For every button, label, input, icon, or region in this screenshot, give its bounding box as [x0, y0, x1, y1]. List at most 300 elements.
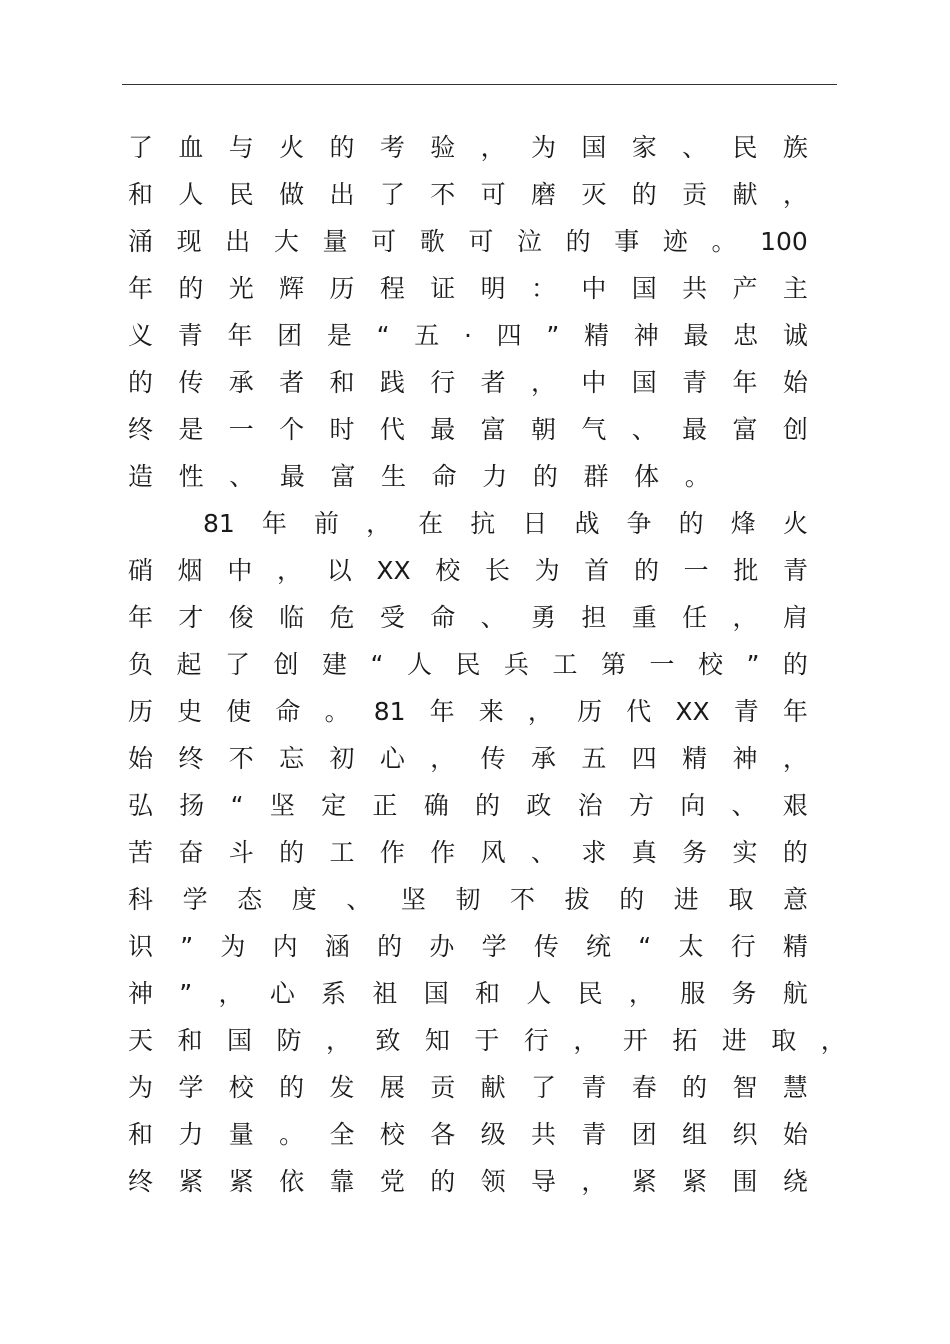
text-token: 献 [732, 180, 758, 209]
text-token: 韧 [455, 885, 481, 914]
text-token: 苦 [128, 838, 154, 867]
text-token: 辉 [279, 274, 305, 303]
text-token: 和 [128, 180, 154, 209]
text-token: 行 [430, 368, 456, 397]
text-token: 知 [424, 1026, 450, 1055]
text-token: 可 [480, 180, 506, 209]
text-token: 血 [178, 133, 204, 162]
text-token: 火 [782, 509, 808, 538]
text-token: 的 [329, 133, 355, 162]
text-token: 校 [435, 556, 461, 585]
text-token: 体 [634, 462, 660, 491]
text-token: 政 [526, 791, 552, 820]
text-token: 承 [228, 368, 254, 397]
text-token: 国 [423, 979, 449, 1008]
text-token: 性 [178, 462, 204, 491]
text-token: 肩 [782, 603, 808, 632]
text-token: 国 [226, 1026, 252, 1055]
text-token: 勇 [531, 603, 557, 632]
text-token: 的 [178, 274, 204, 303]
text-token: 四 [631, 744, 657, 773]
text-token: 起 [176, 650, 202, 679]
text-token: “ [376, 321, 390, 350]
text-token: 的 [631, 180, 657, 209]
text-token: 传 [178, 368, 204, 397]
text-token: 前 [313, 509, 339, 538]
text-token: 治 [577, 791, 603, 820]
text-token: 人 [526, 979, 552, 1008]
text-token: 族 [782, 133, 808, 162]
text-token: 力 [178, 1120, 204, 1149]
text-token: 。 [684, 462, 710, 491]
text-token: ， [820, 1026, 846, 1055]
text-token: 了 [379, 180, 405, 209]
text-token: 忘 [279, 744, 305, 773]
text-token: 出 [225, 227, 251, 256]
text-token: 青 [733, 697, 759, 726]
text-token: 建 [322, 650, 348, 679]
text-token: 中 [581, 274, 607, 303]
text-token: 和 [329, 368, 355, 397]
text-token: 使 [226, 697, 252, 726]
text-token: 终 [128, 1167, 154, 1196]
text-token: 最 [683, 321, 709, 350]
text-token: 科 [128, 885, 154, 914]
text-token: 历 [329, 274, 355, 303]
text-token: 团 [277, 321, 303, 350]
text-token: 。 [711, 227, 737, 256]
text-token: 终 [128, 415, 154, 444]
text-token: ， [527, 697, 553, 726]
text-token: 为 [534, 556, 560, 585]
text-token: 五 [581, 744, 607, 773]
text-token: 系 [321, 979, 347, 1008]
text-token: 富 [330, 462, 356, 491]
text-token: 81 [203, 509, 235, 538]
text-token: 磨 [531, 180, 557, 209]
text-line [128, 829, 808, 876]
text-token: 奋 [178, 838, 204, 867]
text-token: 务 [731, 979, 757, 1008]
text-token: 史 [177, 697, 203, 726]
text-token: 、 [531, 838, 557, 867]
text-token: 精 [682, 744, 708, 773]
text-token: 创 [782, 415, 808, 444]
text-token: 不 [228, 744, 254, 773]
text-token: 了 [531, 1073, 557, 1102]
text-token: 斗 [228, 838, 254, 867]
text-token: 、 [346, 885, 372, 914]
text-token: 织 [732, 1120, 758, 1149]
text-token: 考 [379, 133, 405, 162]
text-line [128, 1017, 846, 1064]
text-line [128, 923, 808, 970]
text-token: 富 [732, 415, 758, 444]
text-token: 全 [329, 1120, 355, 1149]
text-token: 创 [273, 650, 299, 679]
text-token: 各 [430, 1120, 456, 1149]
text-token: 的 [377, 932, 403, 961]
text-token: 级 [480, 1120, 506, 1149]
text-token: 日 [522, 509, 548, 538]
text-token: 的 [475, 791, 501, 820]
text-token: 力 [482, 462, 508, 491]
text-token: 长 [484, 556, 510, 585]
text-token: 承 [531, 744, 557, 773]
text-token: 的 [619, 885, 645, 914]
text-token: ， [531, 368, 557, 397]
text-token: 、 [229, 462, 255, 491]
text-token: 初 [329, 744, 355, 773]
text-token: 求 [581, 838, 607, 867]
text-token: 生 [381, 462, 407, 491]
text-token: 青 [682, 368, 708, 397]
text-token: 的 [633, 556, 659, 585]
text-token: 俊 [228, 603, 254, 632]
text-token: 依 [279, 1167, 305, 1196]
text-token: 的 [782, 838, 808, 867]
text-token: 中 [227, 556, 253, 585]
text-token: 天 [128, 1026, 154, 1055]
text-token: 进 [673, 885, 699, 914]
text-token: 年 [782, 697, 808, 726]
text-token: 是 [178, 415, 204, 444]
text-token: 来 [478, 697, 504, 726]
text-line [128, 171, 808, 218]
text-line [128, 594, 808, 641]
text-token: 做 [279, 180, 305, 209]
text-token: 烽 [730, 509, 756, 538]
text-token: 临 [279, 603, 305, 632]
text-token: 领 [480, 1167, 506, 1196]
text-token: 涵 [324, 932, 350, 961]
body-text [128, 124, 846, 1205]
text-token: 作 [379, 838, 405, 867]
text-token: ， [782, 180, 808, 209]
text-token: 涌 [128, 227, 154, 256]
text-token: · [463, 321, 472, 350]
text-token: 意 [782, 885, 808, 914]
text-token: ： [531, 274, 557, 303]
text-token: 党 [379, 1167, 405, 1196]
text-token: ， [782, 744, 808, 773]
text-token: 办 [429, 932, 455, 961]
text-token: 的 [682, 1073, 708, 1102]
text-token: 的 [678, 509, 704, 538]
text-token: XX [376, 556, 411, 585]
text-token: 国 [631, 368, 657, 397]
text-token: 内 [272, 932, 298, 961]
text-token: 始 [782, 368, 808, 397]
text-token: 精 [782, 932, 808, 961]
text-line [128, 406, 808, 453]
text-token: 兵 [503, 650, 529, 679]
text-token: ， [732, 603, 758, 632]
text-token: 向 [680, 791, 706, 820]
text-line [128, 1064, 808, 1111]
text-token: 、 [731, 791, 757, 820]
text-token: 慧 [782, 1073, 808, 1102]
text-line [128, 312, 808, 359]
text-token: 明 [480, 274, 506, 303]
text-token: 紧 [178, 1167, 204, 1196]
text-token: 可 [371, 227, 397, 256]
text-token: 的 [279, 838, 305, 867]
text-token: 为 [531, 133, 557, 162]
text-token: 春 [631, 1073, 657, 1102]
text-token: 于 [474, 1026, 500, 1055]
text-token: 代 [379, 415, 405, 444]
text-token: ， [430, 744, 456, 773]
text-token: 大 [273, 227, 299, 256]
text-token: 家 [631, 133, 657, 162]
text-token: 精 [584, 321, 610, 350]
text-token: 太 [678, 932, 704, 961]
text-token: 负 [128, 650, 154, 679]
text-line [128, 782, 808, 829]
text-token: “ [230, 791, 244, 820]
text-line [128, 359, 808, 406]
text-token: 了 [128, 133, 154, 162]
text-token: 民 [732, 133, 758, 162]
text-token: 贡 [682, 180, 708, 209]
text-token: 校 [379, 1120, 405, 1149]
text-token: 主 [782, 274, 808, 303]
text-token: 了 [225, 650, 251, 679]
text-line [128, 1111, 808, 1158]
text-token: 任 [682, 603, 708, 632]
text-token: 程 [379, 274, 405, 303]
text-token: 一 [649, 650, 675, 679]
text-token: 国 [581, 133, 607, 162]
text-token: 第 [600, 650, 626, 679]
text-token: 传 [533, 932, 559, 961]
text-line [128, 1158, 808, 1205]
text-token: 传 [480, 744, 506, 773]
text-token: 泣 [517, 227, 543, 256]
text-token: 不 [430, 180, 456, 209]
text-token: 者 [480, 368, 506, 397]
text-token: 的 [565, 227, 591, 256]
text-token: 风 [480, 838, 506, 867]
text-token: 担 [581, 603, 607, 632]
text-token: 贡 [430, 1073, 456, 1102]
text-token: 者 [279, 368, 305, 397]
text-token: 一 [683, 556, 709, 585]
text-token: ， [218, 979, 244, 1008]
text-token: 方 [628, 791, 654, 820]
text-token: 终 [178, 744, 204, 773]
text-token: 战 [574, 509, 600, 538]
text-token: 防 [276, 1026, 302, 1055]
text-token: 年 [227, 321, 253, 350]
text-token: 行 [523, 1026, 549, 1055]
text-token: 最 [682, 415, 708, 444]
text-token: 弘 [128, 791, 154, 820]
text-token: 青 [177, 321, 203, 350]
text-token: 和 [128, 1120, 154, 1149]
text-token: 现 [176, 227, 202, 256]
text-token: 五 [414, 321, 440, 350]
text-token: ， [573, 1026, 599, 1055]
text-token: 人 [406, 650, 432, 679]
text-token: 、 [682, 133, 708, 162]
text-token: 工 [552, 650, 578, 679]
text-token: 光 [228, 274, 254, 303]
text-token: 拔 [564, 885, 590, 914]
text-token: 灭 [581, 180, 607, 209]
text-token: 批 [733, 556, 759, 585]
text-token: 进 [721, 1026, 747, 1055]
text-token: 的 [279, 1073, 305, 1102]
text-token: 证 [430, 274, 456, 303]
text-token: 识 [128, 932, 154, 961]
text-token: 首 [584, 556, 610, 585]
text-token: 作 [430, 838, 456, 867]
text-token: 取 [728, 885, 754, 914]
text-token: 在 [418, 509, 444, 538]
text-token: 为 [128, 1073, 154, 1102]
text-token: 围 [732, 1167, 758, 1196]
text-token: 危 [329, 603, 355, 632]
text-token: ， [366, 509, 392, 538]
text-token: 取 [771, 1026, 797, 1055]
text-line [128, 735, 808, 782]
text-token: 真 [631, 838, 657, 867]
text-token: 诚 [782, 321, 808, 350]
text-token: 历 [577, 697, 603, 726]
text-token: 量 [322, 227, 348, 256]
text-token: 年 [732, 368, 758, 397]
text-token: 工 [329, 838, 355, 867]
text-token: 开 [622, 1026, 648, 1055]
text-token: 产 [732, 274, 758, 303]
text-token: 验 [430, 133, 456, 162]
text-token: 和 [177, 1026, 203, 1055]
text-token: 始 [128, 744, 154, 773]
text-token: 的 [430, 1167, 456, 1196]
text-token: 重 [631, 603, 657, 632]
text-token: 度 [291, 885, 317, 914]
text-token: ， [325, 1026, 351, 1055]
text-token: 量 [228, 1120, 254, 1149]
text-token: 命 [275, 697, 301, 726]
text-token: 义 [128, 321, 154, 350]
text-token: 。 [279, 1120, 305, 1149]
text-token: 紧 [228, 1167, 254, 1196]
text-token: 争 [626, 509, 652, 538]
text-line [128, 876, 808, 923]
text-token: 抗 [470, 509, 496, 538]
text-token: 学 [178, 1073, 204, 1102]
text-token: 迹 [662, 227, 688, 256]
text-token: ” [546, 321, 560, 350]
text-token: 定 [321, 791, 347, 820]
text-token: ， [480, 133, 506, 162]
text-token: 展 [379, 1073, 405, 1102]
text-token: 才 [178, 603, 204, 632]
text-token: 100 [760, 227, 808, 256]
text-token: 校 [228, 1073, 254, 1102]
text-token: “ [370, 650, 384, 679]
text-token: 代 [626, 697, 652, 726]
text-line [128, 688, 808, 735]
text-token: 学 [182, 885, 208, 914]
text-token: ” [746, 650, 760, 679]
text-token: 扬 [179, 791, 205, 820]
text-token: 群 [583, 462, 609, 491]
text-token: 硝 [128, 556, 154, 585]
text-token: 的 [128, 368, 154, 397]
text-token: 个 [279, 415, 305, 444]
text-line [128, 500, 808, 547]
text-token: 的 [782, 650, 808, 679]
text-token: 可 [468, 227, 494, 256]
text-token: 祖 [372, 979, 398, 1008]
text-token: 造 [128, 462, 154, 491]
text-token: 出 [329, 180, 355, 209]
text-token: ， [277, 556, 303, 585]
text-token: 航 [782, 979, 808, 1008]
text-token: 中 [581, 368, 607, 397]
text-token: 献 [480, 1073, 506, 1102]
text-line [128, 265, 808, 312]
text-token: 年 [128, 274, 154, 303]
text-token: 服 [680, 979, 706, 1008]
text-token: 青 [581, 1073, 607, 1102]
text-token: 烟 [177, 556, 203, 585]
text-token: 发 [329, 1073, 355, 1102]
text-token: ， [628, 979, 654, 1008]
text-token: 青 [581, 1120, 607, 1149]
text-token: 拓 [672, 1026, 698, 1055]
text-line [128, 547, 808, 594]
text-token: 民 [577, 979, 603, 1008]
text-token: 81 [373, 697, 406, 726]
text-token: ” [179, 979, 193, 1008]
text-line [128, 641, 808, 688]
text-token: 神 [633, 321, 659, 350]
text-line [128, 453, 808, 500]
text-token: 艰 [782, 791, 808, 820]
text-token: XX [675, 697, 710, 726]
text-token: 一 [228, 415, 254, 444]
text-token: 校 [697, 650, 723, 679]
text-line [128, 970, 808, 1017]
text-token: 历 [128, 697, 154, 726]
text-token: 组 [682, 1120, 708, 1149]
text-token: 行 [730, 932, 756, 961]
text-token: 命 [431, 462, 457, 491]
text-token: 年 [261, 509, 287, 538]
text-token: 民 [455, 650, 481, 679]
text-token: 富 [480, 415, 506, 444]
text-token: 实 [732, 838, 758, 867]
text-token: ， [581, 1167, 607, 1196]
text-token: 以 [326, 556, 352, 585]
text-token: 朝 [531, 415, 557, 444]
text-token: 歌 [419, 227, 445, 256]
text-token: 年 [128, 603, 154, 632]
text-token: 命 [430, 603, 456, 632]
text-token: 始 [782, 1120, 808, 1149]
text-token: 心 [269, 979, 295, 1008]
text-token: 神 [128, 979, 154, 1008]
text-token: 人 [178, 180, 204, 209]
text-token: 致 [375, 1026, 401, 1055]
text-token: 受 [379, 603, 405, 632]
text-line [128, 218, 808, 265]
